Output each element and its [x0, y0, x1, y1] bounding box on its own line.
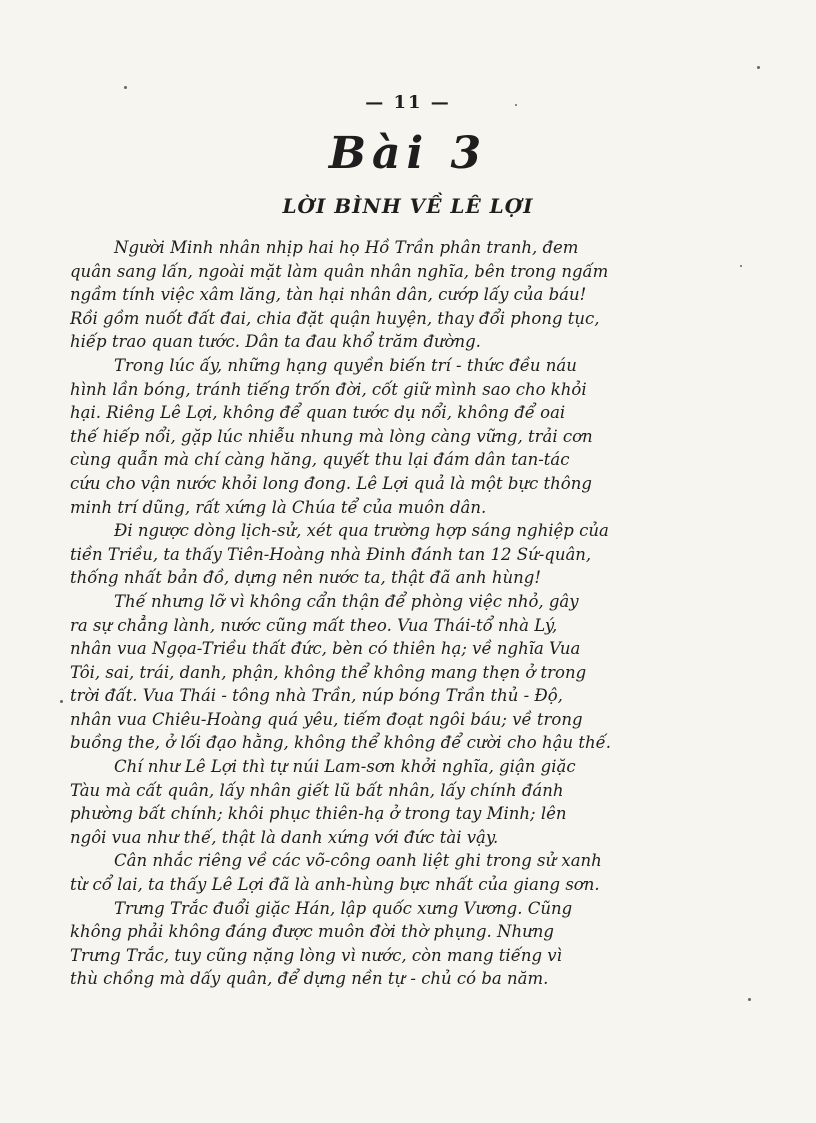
text-line: cùng quẫn mà chí càng hăng, quyết thu lại đám dân tan-tác	[70, 450, 570, 470]
text-line: buồng the, ở lối đạo hằng, không thể không để cười cho hậu thế.	[70, 733, 611, 753]
text-line: minh trí dũng, rất xứng là Chúa tể của muôn dân.	[70, 497, 487, 517]
paragraph	[70, 590, 750, 755]
text-line: Thế nhưng lỡ vì không cẩn thận để phòng việc nhỏ, gây	[114, 591, 579, 611]
text-line: ra sự chẳng lành, nước cũng mất theo. Vua Thái-tổ nhà Lý,	[70, 615, 558, 635]
text-line: tiền Triều, ta thấy Tiên-Hoàng nhà Đinh đánh tan 12 Sứ-quân,	[70, 544, 592, 564]
text-line: quân sang lấn, ngoài mặt làm quân nhân nghĩa, bên trong ngấm	[70, 261, 609, 281]
paragraph	[70, 755, 750, 849]
scan-speck	[757, 66, 760, 69]
text-line: không phải không đáng được muôn đời thờ phụng. Nhưng	[70, 922, 554, 942]
scan-speck	[515, 104, 517, 106]
text-line: Trưng Trắc, tuy cũng nặng lòng vì nước, còn mang tiếng vì	[70, 945, 562, 965]
paragraph	[70, 519, 750, 590]
text-line: thế hiếp nổi, gặp lúc nhiễu nhung mà lòng càng vững, trải cơn	[70, 426, 593, 446]
text-line: ngầm tính việc xâm lăng, tàn hại nhân dân, cướp lấy của báu!	[70, 285, 587, 305]
text-line: nhân vua Ngọa-Triều thất đức, bèn có thiên hạ; về nghĩa Vua	[70, 639, 581, 659]
text-line: thù chồng mà dấy quân, để dựng nền tự - chủ có ba năm.	[70, 969, 549, 989]
text-line: hại. Riêng Lê Lợi, không để quan tước dụ nổi, không để oai	[70, 403, 566, 423]
text-line: Rồi gồm nuốt đất đai, chia đặt quận huyện, thay đổi phong tục,	[70, 308, 600, 328]
paragraph	[70, 354, 750, 519]
paragraph	[70, 236, 750, 354]
text-line: hiếp trao quan tước. Dân ta đau khổ trăm đường.	[70, 332, 481, 352]
page-number: — 11 —	[365, 92, 451, 113]
text-line: Người Minh nhân nhịp hai họ Hồ Trần phân tranh, đem	[114, 238, 579, 257]
text-line: Tôi, sai, trái, danh, phận, không thể không mang thẹn ở trong	[70, 662, 587, 682]
text-line: cứu cho vận nước khỏi long đong. Lê Lợi quả là một bực thông	[70, 473, 592, 493]
scan-speck	[60, 700, 63, 703]
paragraph	[70, 849, 750, 896]
text-line: hình lần bóng, tránh tiếng trốn đời, cốt giữ mình sao cho khỏi	[70, 379, 587, 399]
text-line: Trưng Trắc đuổi giặc Hán, lập quốc xưng Vương. Cũng	[114, 898, 573, 918]
text-line: thống nhất bản đồ, dựng nên nước ta, thật đã anh hùng!	[70, 568, 541, 588]
lesson-title: Bài 3	[328, 128, 488, 179]
scan-speck	[740, 265, 742, 267]
text-line: Trong lúc ấy, những hạng quyền biến trí - thức đều náu	[114, 355, 577, 375]
text-line: Chí như Lê Lợi thì tự núi Lam-sơn khởi nghĩa, giận giặc	[114, 757, 576, 777]
paragraph	[70, 897, 750, 991]
text-line: Tàu mà cất quân, lấy nhân giết lũ bất nhân, lấy chính đánh	[70, 780, 564, 800]
text-line: Cân nhắc riêng về các võ-công oanh liệt ghi trong sử xanh	[114, 851, 602, 871]
text-line: nhân vua Chiêu-Hoàng quá yêu, tiếm đoạt ngôi báu; về trong	[70, 709, 583, 729]
text-line: Đi ngược dòng lịch-sử, xét qua trường hợp sáng nghiệp của	[114, 521, 609, 541]
text-line: ngôi vua như thế, thật là danh xứng với đức tài vậy.	[70, 827, 499, 847]
scan-speck	[124, 86, 127, 89]
lesson-heading: LỜI BÌNH VỀ LÊ LỢI	[282, 194, 534, 218]
body-text	[70, 236, 750, 991]
text-line: phường bất chính; khôi phục thiên-hạ ở trong tay Minh; lên	[70, 804, 567, 824]
text-line: từ cổ lai, ta thấy Lê Lợi đã là anh-hùng bực nhất của giang sơn.	[70, 875, 600, 895]
text-line: trời đất. Vua Thái - tông nhà Trần, núp bóng Trần thủ - Độ,	[70, 686, 563, 706]
scan-speck	[748, 998, 751, 1001]
